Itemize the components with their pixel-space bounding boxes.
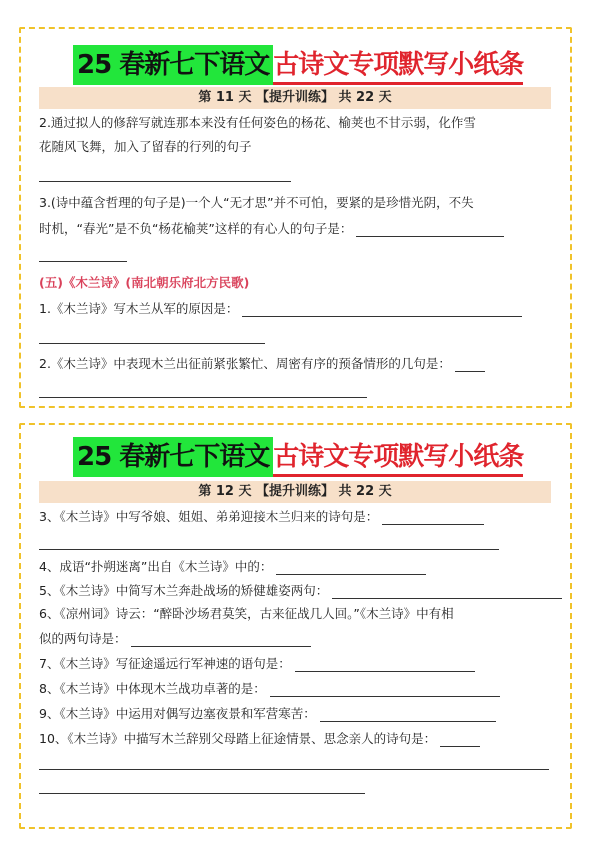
answer-line[interactable] <box>39 261 127 262</box>
question-3-line-1: 3.(诗中蕴含哲理的句子是)一个人“无才思”并不可怕，要紧的是珍惜光阴，不失 <box>39 195 474 210</box>
question-2-line-2: 花随风飞舞，加入了留春的行列的句子 <box>39 139 252 154</box>
answer-line[interactable] <box>39 793 365 794</box>
answer-line[interactable] <box>39 343 265 344</box>
question-8: 8、《木兰诗》中体现木兰战功卓著的是： <box>39 681 266 696</box>
answer-line[interactable] <box>39 397 367 398</box>
worksheet-card-day-12 <box>19 423 572 829</box>
title-subject: 古诗文专项默写小纸条 <box>273 45 523 85</box>
answer-blank[interactable] <box>295 658 475 672</box>
answer-line[interactable] <box>39 181 291 182</box>
title-highlight: 25 春新七下语文 <box>73 437 273 477</box>
title-highlight: 25 春新七下语文 <box>73 45 273 85</box>
section-heading: (五)《木兰诗》(南北朝乐府北方民歌) <box>39 275 250 290</box>
answer-blank[interactable] <box>356 223 504 237</box>
question-4: 4、成语“扑朔迷离”出自《木兰诗》中的： <box>39 559 273 574</box>
card-title <box>73 437 523 477</box>
answer-blank[interactable] <box>276 561 426 575</box>
answer-line[interactable] <box>39 769 549 770</box>
mulan-question-1: 1.《木兰诗》写木兰从军的原因是： <box>39 301 239 316</box>
question-3-line-2: 时机，“春光”是不负“杨花榆荚”这样的有心人的句子是： <box>39 221 353 236</box>
question-9: 9、《木兰诗》中运用对偶写边塞夜景和军营寒苦： <box>39 706 316 721</box>
answer-blank[interactable] <box>332 585 562 599</box>
answer-blank[interactable] <box>382 511 484 525</box>
title-subject: 古诗文专项默写小纸条 <box>273 437 523 477</box>
mulan-question-2: 2.《木兰诗》中表现木兰出征前紧张繁忙、周密有序的预备情形的几句是： <box>39 356 451 371</box>
day-bar: 第 11 天 【提升训练】 共 22 天 <box>39 87 551 109</box>
worksheet-card-day-11 <box>19 27 572 408</box>
answer-blank[interactable] <box>270 683 500 697</box>
question-2-line-1: 2.通过拟人的修辞写就连那本来没有任何姿色的杨花、榆荚也不甘示弱，化作雪 <box>39 115 476 130</box>
answer-blank[interactable] <box>440 733 480 747</box>
answer-blank[interactable] <box>131 633 311 647</box>
answer-blank[interactable] <box>320 708 496 722</box>
answer-blank[interactable] <box>242 303 522 317</box>
day-bar: 第 12 天 【提升训练】 共 22 天 <box>39 481 551 503</box>
question-5: 5、《木兰诗》中简写木兰奔赴战场的矫健雄姿两句： <box>39 583 329 598</box>
question-3: 3、《木兰诗》中写爷娘、姐姐、弟弟迎接木兰归来的诗句是： <box>39 509 379 524</box>
answer-line[interactable] <box>39 549 499 550</box>
question-6-line-1: 6、《凉州词》诗云：“醉卧沙场君莫笑，古来征战几人回。”《木兰诗》中有相 <box>39 606 454 621</box>
question-6-line-2: 似的两句诗是： <box>39 631 127 646</box>
answer-blank[interactable] <box>455 358 485 372</box>
question-7: 7、《木兰诗》写征途遥远行军神速的语句是： <box>39 656 291 671</box>
question-10: 10、《木兰诗》中描写木兰辞别父母踏上征途情景、思念亲人的诗句是： <box>39 731 437 746</box>
card-title <box>73 45 523 85</box>
